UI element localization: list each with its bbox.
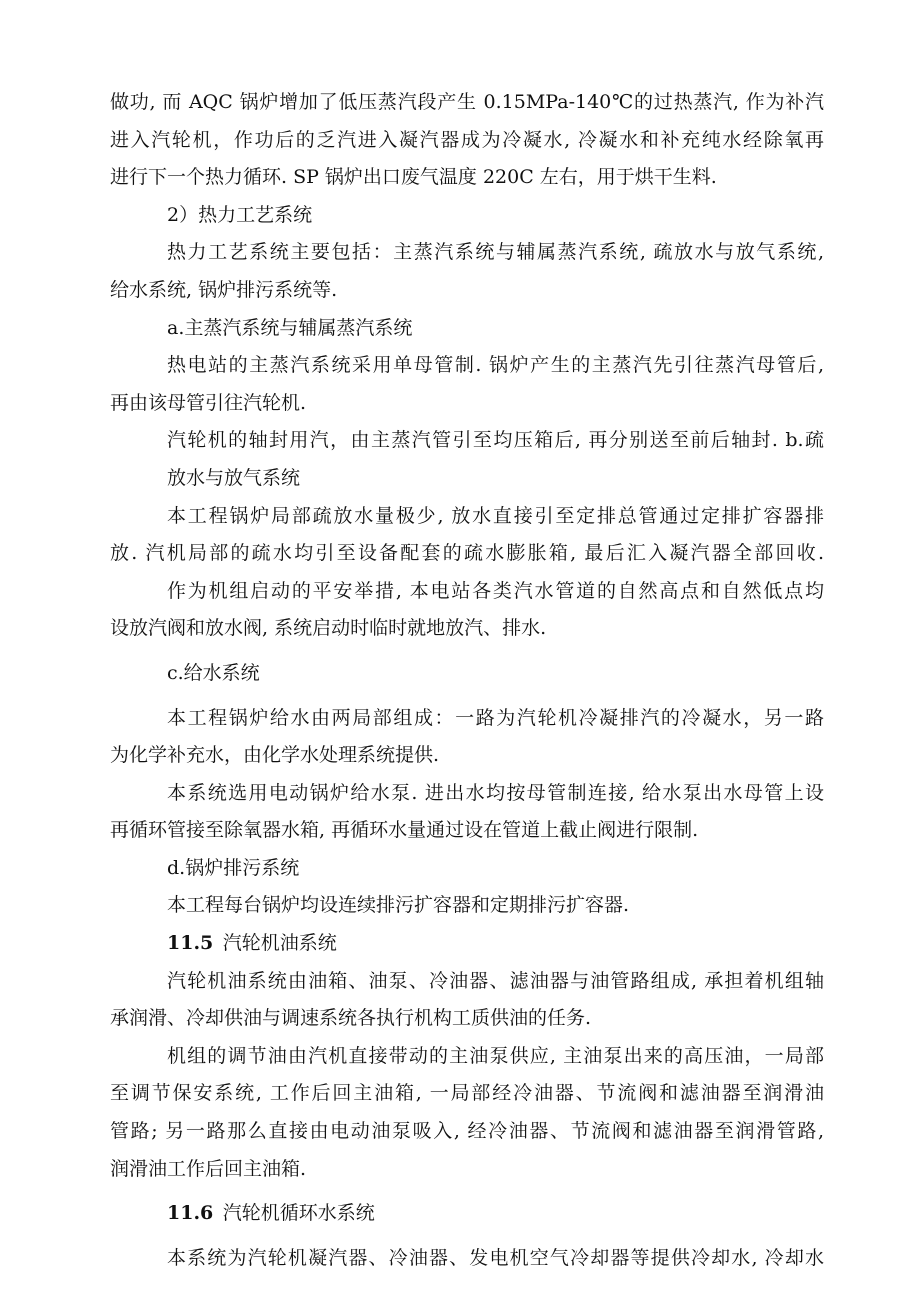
line-text: 热力工艺系统主要包括：主蒸汽系统与辅属蒸汽系统, 疏放水与放气系统, [167,241,824,264]
text-line [110,812,824,850]
line-text: 放. 汽机局部的疏水均引至设备配套的疏水膨胀箱, 最后汇入凝汽器全部回收. [110,542,824,565]
line-text: 再循环管接至除氧器水箱, 再循环水量通过设在管道上截止阀进行限制. [110,819,699,842]
line-text: 热电站的主蒸汽系统采用单母管制. 锅炉产生的主蒸汽先引往蒸汽母管后, [167,354,824,377]
line-text: 汽轮机的轴封用汽，由主蒸汽管引至均压箱后, 再分别送至前后轴封. b.疏 [167,429,824,452]
text-line [110,498,824,536]
text-line [110,850,824,888]
text-line [110,1240,824,1278]
line-text: 进行下一个热力循环. SP 锅炉出口废气温度 220C 左右，用于烘干生料. [110,166,717,189]
section-number: 11.6 [167,1202,214,1225]
spacer [110,1233,824,1240]
line-text: 汽轮机循环水系统 [222,1202,375,1225]
spacer [110,648,824,655]
line-text: 给水系统, 锅炉排污系统等. [110,278,338,301]
text-line [110,655,824,693]
line-text: 再由该母管引往汽轮机. [110,391,307,414]
text-line [110,700,824,738]
text-line [110,573,824,611]
text-line [110,310,824,348]
line-text: 汽轮机油系统 [222,932,337,955]
text-line [110,422,824,460]
line-text: 本工程每台锅炉均设连续排污扩容器和定期排污扩容器. [167,894,630,917]
line-text: 为化学补充水，由化学水处理系统提供. [110,744,440,767]
line-text: 进入汽轮机，作功后的乏汽进入凝汽器成为冷凝水, 冷凝水和补充纯水经除氧再 [110,128,824,151]
line-text: 本系统选用电动锅炉给水泵. 进出水均按母管制连接, 给水泵出水母管上设 [167,781,824,804]
text-line [110,159,824,197]
line-text: 设放汽阀和放水阀, 系统启动时临时就地放汽、排水. [110,617,547,640]
text-line [110,347,824,385]
line-text: 本系统为汽轮机凝汽器、冷油器、发电机空气冷却器等提供冷却水, 冷却水 [167,1246,824,1269]
section-number: 11.5 [167,932,214,955]
line-text: 承润滑、冷却供油与调速系统各执行机构工质供油的任务. [110,1007,592,1030]
text-line [110,610,824,648]
line-text: 润滑油工作后回主油箱. [110,1157,307,1180]
text-line [110,1038,824,1076]
spacer [110,693,824,700]
text-line [110,535,824,573]
text-line [110,385,824,423]
text-line [110,197,824,235]
text-line [110,1113,824,1151]
text-line [110,1151,824,1189]
text-line [110,737,824,775]
text-line [110,460,824,498]
spacer [110,1188,824,1195]
line-text: 汽轮机油系统由油箱、油泵、冷油器、滤油器与油管路组成, 承担着机组轴 [167,969,824,992]
line-text: c.给水系统 [167,661,260,684]
text-line [110,272,824,310]
text-line [110,234,824,272]
section-heading [110,925,824,963]
text-line [110,775,824,813]
text-line [110,1000,824,1038]
line-text: 本工程锅炉给水由两局部组成：一路为汽轮机冷凝排汽的冷凝水，另一路 [167,706,824,729]
text-line [110,84,824,122]
text-line [110,122,824,160]
text-line [110,887,824,925]
line-text: 2）热力工艺系统 [167,203,313,226]
text-line [110,1075,824,1113]
line-text: 作为机组启动的平安举措, 本电站各类汽水管道的自然高点和自然低点均 [167,579,824,602]
line-text: a.主蒸汽系统与辅属蒸汽系统 [167,316,413,339]
line-text: 放水与放气系统 [167,466,301,489]
line-text: 至调节保安系统, 工作后回主油箱, 一局部经冷油器、节流阀和滤油器至润滑油 [110,1082,824,1105]
line-text: 本工程锅炉局部疏放水量极少, 放水直接引至定排总管通过定排扩容器排 [167,504,824,527]
line-text: 机组的调节油由汽机直接带动的主油泵供应, 主油泵出来的高压油，一局部 [167,1044,824,1067]
line-text: 做功, 而 AQC 锅炉增加了低压蒸汽段产生 0.15MPa-140℃的过热蒸汽, 作为补汽 [110,91,824,113]
text-line [110,963,824,1001]
line-text: 管路; 另一路那么直接由电动油泵吸入, 经冷油器、节流阀和滤油器至润滑管路, [110,1120,824,1143]
line-text: d.锅炉排污系统 [167,856,300,879]
section-heading [110,1195,824,1233]
